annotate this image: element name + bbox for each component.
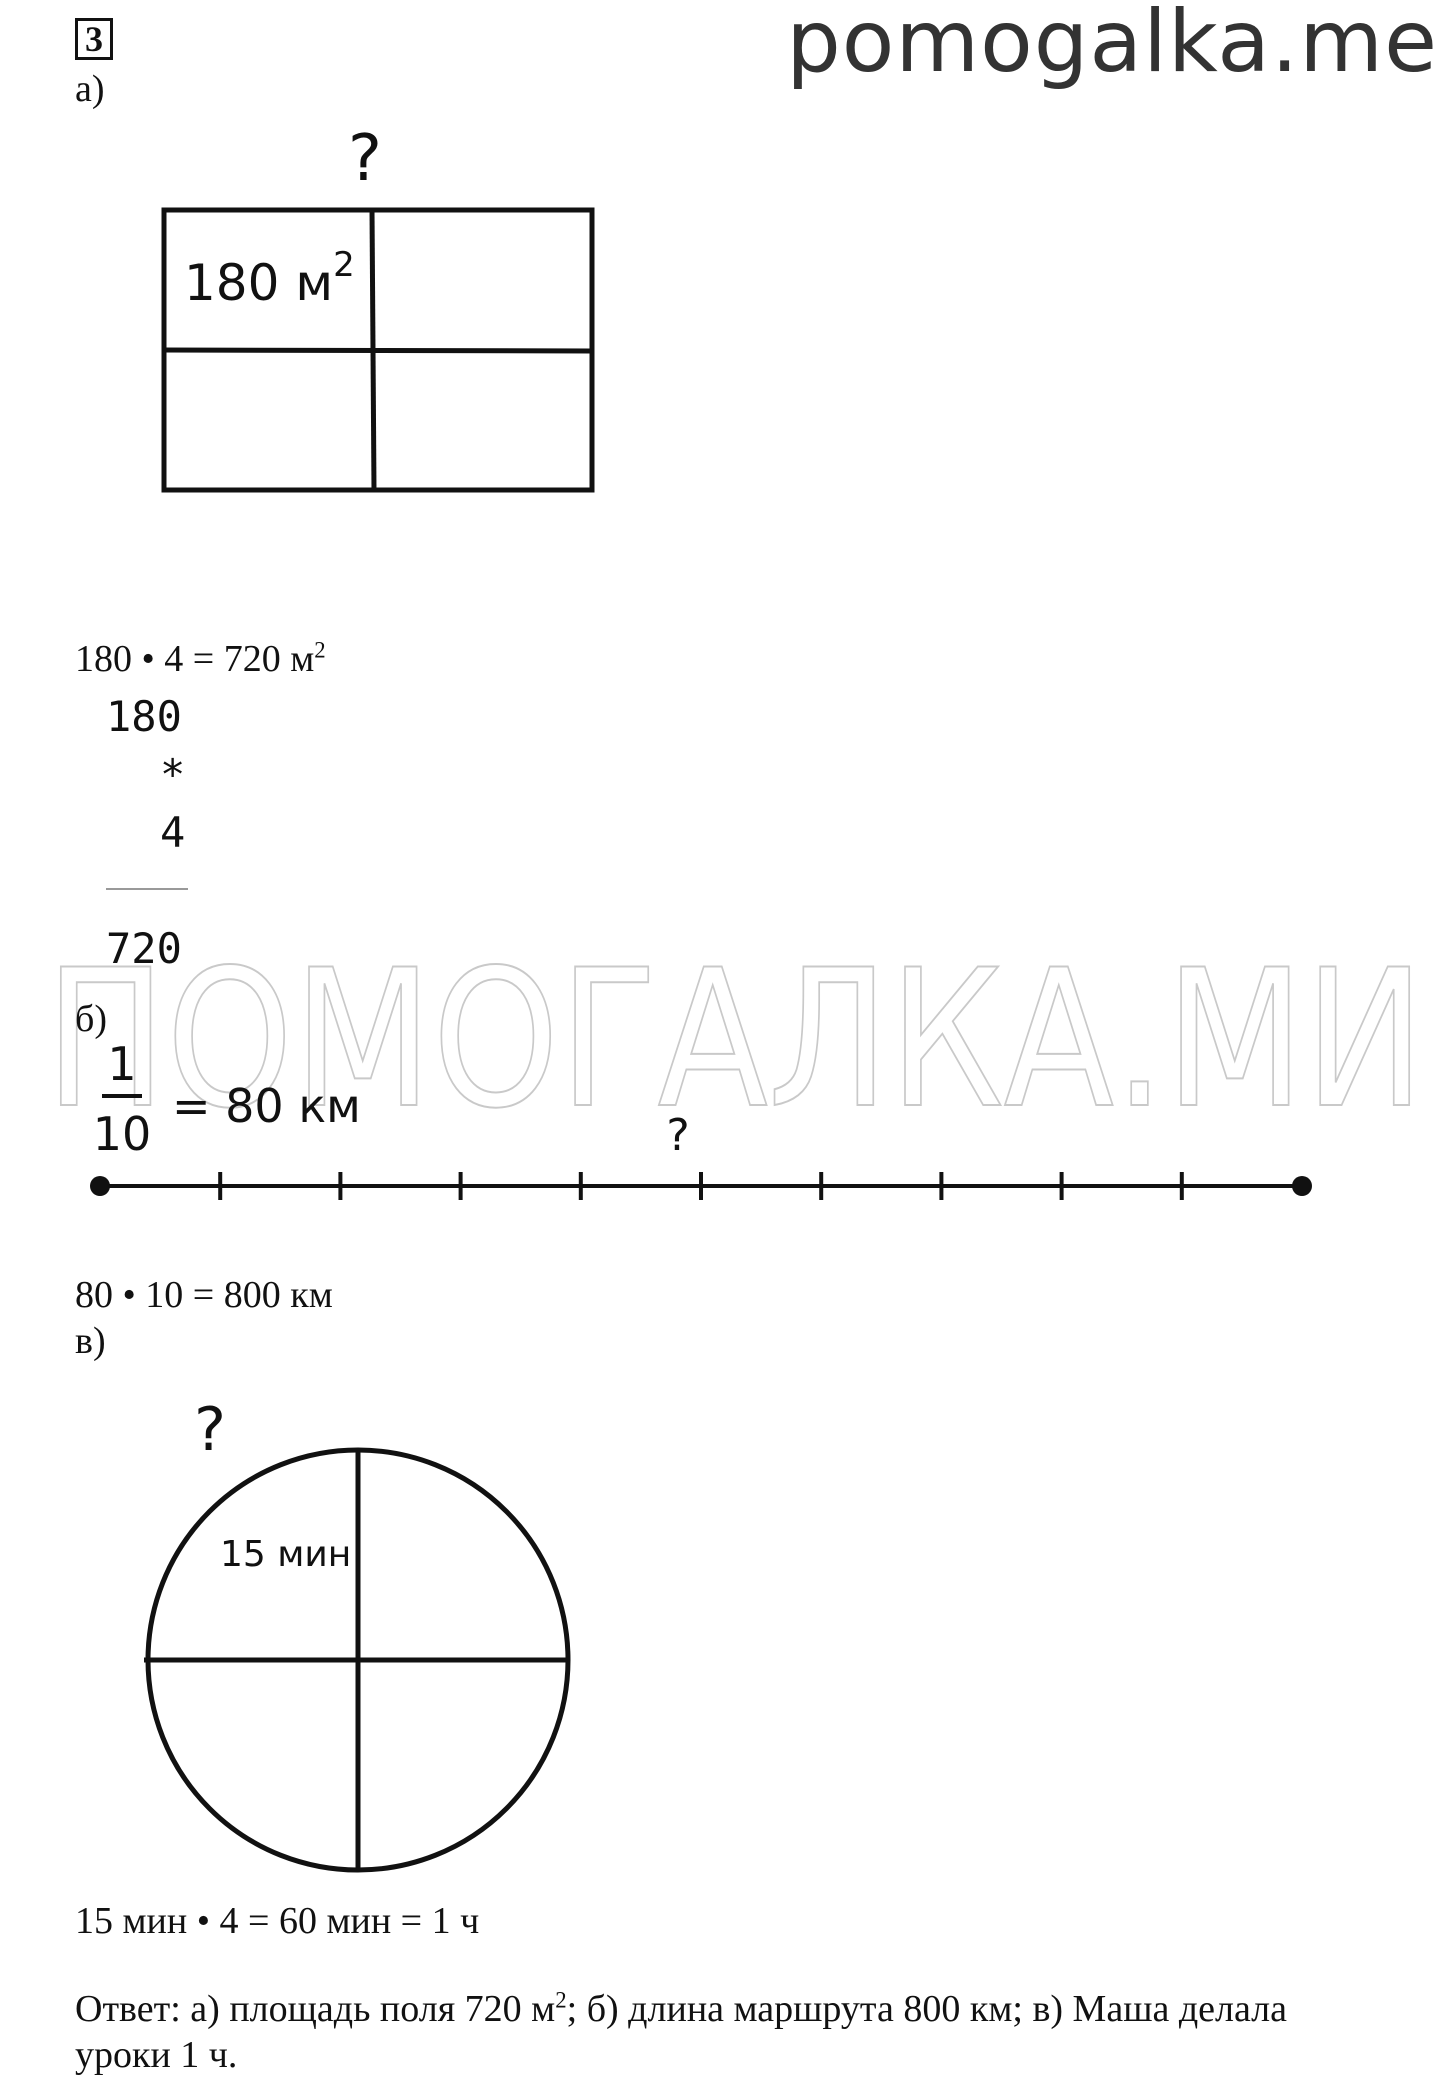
part-a-question-mark: ? [348,122,382,196]
calc-top-number: 180 [106,692,182,741]
fraction-numerator: 1 [107,1037,137,1091]
part-c-label: в) [75,1320,106,1362]
calc-operator: * [160,750,186,799]
part-b-label: б) [75,998,107,1040]
route-end-point [1292,1176,1312,1196]
part-b-equation: 80 • 10 = 800 км [75,1274,333,1316]
part-c-clock-diagram [130,1390,590,1890]
route-start-point [90,1176,110,1196]
route-line [90,1172,1312,1200]
answer-suffix: ; б) длина маршрута 800 км; в) Маша делала [566,1988,1288,2030]
site-title: pomogalka.me [786,0,1438,92]
task-number: 3 [85,19,103,59]
part-c-question-mark: ? [194,1395,226,1465]
calc-multiplier: 4 [160,808,186,857]
part-a-equation-text: 180 • 4 = 720 м [75,638,315,680]
fraction-denominator: 10 [92,1107,152,1161]
fraction-value: = 80 км [172,1079,361,1133]
field-cell-area [184,245,355,312]
field-cell-area-exp: 2 [333,245,355,285]
answer-line-1 [75,1987,1415,2030]
field-horizontal-divider [162,350,592,351]
part-a-label: а) [75,68,105,110]
part-a-rectangle-diagram [150,120,610,500]
answer-exp: 2 [555,1987,567,2013]
part-b-question-mark: ? [666,1110,690,1161]
answer-prefix: Ответ: а) площадь поля 720 м [75,1988,556,2030]
part-a-equation [75,637,326,680]
part-a-equation-exp: 2 [314,637,326,663]
part-c-equation: 15 мин • 4 = 60 мин = 1 ч [75,1900,480,1942]
calc-result: 720 [106,924,182,973]
field-cell-area-value: 180 м [184,254,334,312]
watermark-text: ПОМОГАЛКА.МИ [45,945,1425,1145]
calc-result-line [106,888,188,890]
task-number-box [75,18,113,60]
clock-quarter-label: 15 мин [220,1534,352,1575]
part-b-route-diagram [80,1030,1360,1230]
answer-line-2: уроки 1 ч. [75,2034,238,2076]
